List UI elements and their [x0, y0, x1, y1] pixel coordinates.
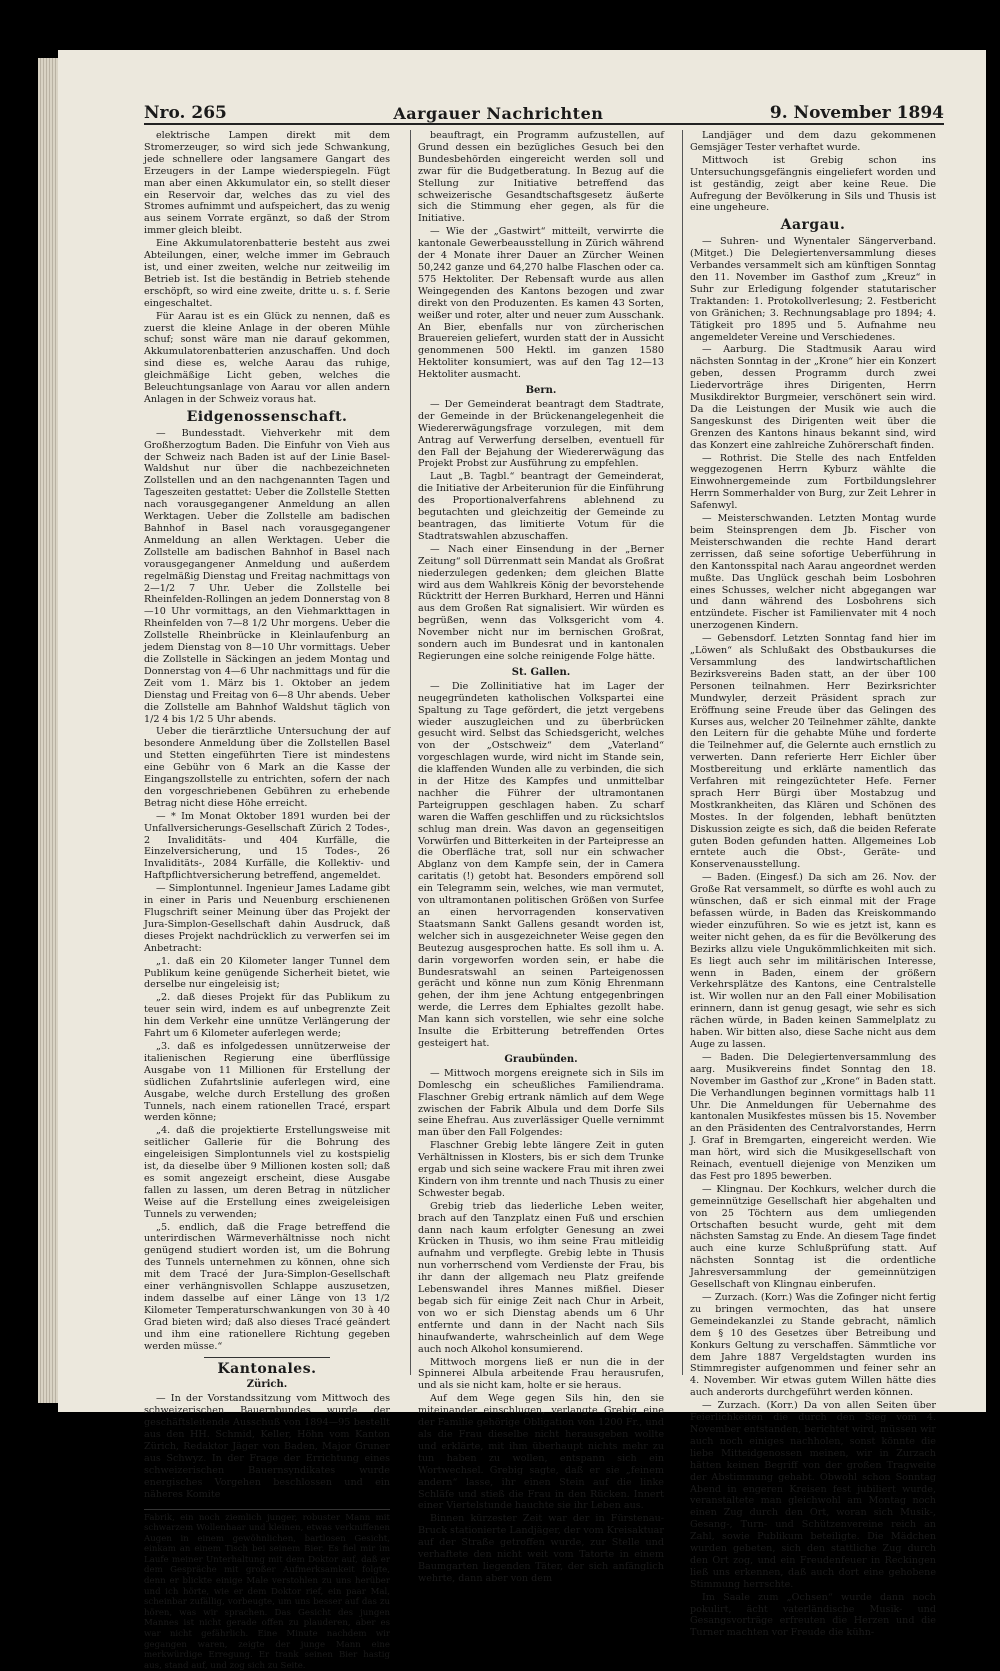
issue-number: Nro. 265 — [144, 103, 227, 123]
paragraph: „2. daß dieses Projekt für das Publikum zu teuer sein wird, indem es auf unbegrenzte Zeit hin dem Verkehr eine unnütze Verlängerung der Fahrt um 6 Kilometer auferlegen werde; — [144, 992, 390, 1040]
column-rule-2 — [682, 130, 683, 1375]
paragraph: Im Saale zum „Ochsen“ wurde dann noch pokulirt, ächt vaterländische Musik- und Gesangsvorträge erfreuten die Herzen und die Turner machten vor Freude die kühn- — [690, 1592, 936, 1640]
issue-date: 9. November 1894 — [770, 103, 944, 123]
paragraph: — Bundesstadt. Viehverkehr mit dem Großherzogtum Baden. Die Einfuhr von Vieh aus der Schweiz nach Baden ist auf der Linie Basel-Waldshut nur über die nachbezeichneten Zollstellen und an den nachgenannten Tagen und Tageszeiten gestattet: Ueber die Zollstelle Stetten nach vorausgegangener Anmeldung an allen Werktagen. Ueber die Zollstelle am badischen Bahnhof in Basel nach vorausgegangener Anmeldung an allen Werktagen. Ueber die Zollstelle am badischen Bahnhof in Basel nach vorausgegangener Anmeldung und außerdem regelmäßig Dienstag und Freitag nachmittags von 2—1/2 7 Uhr. Ueber die Zollstelle bei Rheinfelden-Rollingen an jedem Donnerstag von 8—10 Uhr vormittags, an den Viehmarkttagen in Rheinfelden von 7—8 1/2 Uhr morgens. Ueber die Zollstelle Rheinbrücke in Kleinlaufenburg an jedem Dienstag von 8—10 Uhr vormittags. Ueber die Zollstelle in Säckingen an jedem Montag und Donnerstag von 4—6 Uhr nachmittags und für die Zeit vom 1. März bis 1. Oktober an jedem Dienstag und Freitag von 6—8 Uhr abends. Ueber die Zollstelle am Bahnhof Waldshut täglich von 1/2 4 bis 1/2 5 Uhr abends. — [144, 428, 390, 726]
section-heading: Eidgenossenschaft. — [144, 412, 390, 424]
paragraph: — Aarburg. Die Stadtmusik Aarau wird nächsten Sonntag in der „Krone“ hier ein Konzert geben, dessen Programm durch zwei Liedervorträge ihres Dirigenten, Herrn Musikdirektor Burgmeier, verschönert sein wird. Da die Leistungen der Musik wie auch die Sangeskunst des Dirigenten weit über die Grenzen des Kantons hinaus bekannt sind, wird das Konzert eine zahlreiche Zuhörerschaft finden. — [690, 344, 936, 451]
paragraph: „3. daß es infolgedessen unnützerweise der italienischen Regierung eine überflüssige Ausgabe von 11 Millionen für Erstellung der südlichen Zufahrtslinie auferlegen wird, eine Ausgabe, welche durch Erstellung des großen Tunnels, nach einem rationellen Tracé, erspart werden könne; — [144, 1041, 390, 1124]
paragraph: Landjäger und dem dazu gekommenen Gemsjäger Tester verhaftet wurde. — [690, 130, 936, 154]
column-1 — [144, 130, 390, 1375]
paragraph: — Baden. Die Delegiertenversammlung des aarg. Musikvereins findet Sonntag den 18. November im Gasthof zur „Krone“ in Baden statt. Die Verhandlungen beginnen vormittags halb 11 Uhr. Die Anmeldungen für Uebernahme des kantonalen Musikfestes müssen bis 15. November an den Präsidenten des Centralvorstandes, Herrn J. Graf in Bremgarten, eingereicht werden. Wie man hört, wird sich die Musikgesellschaft von Reinach, eventuell diejenige von Menziken um das Fest pro 1895 bewerben. — [690, 1052, 936, 1183]
paragraph: elektrische Lampen direkt mit dem Stromerzeuger, so wird sich jede Schwankung, jede schnellere oder langsamere Gangart des Erzeugers in der Lampe wiederspiegeln. Fügt man aber einen Akkumulator ein, so stellt dieser ein Reservoir dar, welches das zu viel des Stromes aufnimmt und aufspeichert, das zu wenig aus seinem Vorrate ergänzt, so daß der Strom immer gleich bleibt. — [144, 130, 390, 237]
paragraph: „1. daß ein 20 Kilometer langer Tunnel dem Publikum keine genügende Sicherheit bietet, wie derselbe nur eingeleisig ist; — [144, 956, 390, 992]
column-3 — [690, 130, 936, 1375]
paragraph: — Zurzach. (Korr.) Was die Zofinger nicht fertig zu bringen vermochten, das hat unsere Gemeindekanzlei zu Stande gebracht, nämlich dem § 10 des Gesetzes über Betreibung und Konkurs Geltung zu verschaffen. Sämmtliche vor dem Jahre 1887 Vergeldstagten wurden ins Stimmregister aufgenommen und feiner sehr an 4. November. Wir etwas gutem Willen hätte dies auch anderorts durchgeführt werden können. — [690, 1292, 936, 1399]
paragraph: Auf dem Wege gegen Sils hin, den sie miteinander einschlugen, verlangte Grebig eine der Familie gehörige Obligation von 1200 Fr., und als die Frau dieselbe nicht herausgeben wollte und erklärte, mit ihm überhaupt nichts mehr zu tun haben zu wollen, entspann sich ein Wortwechsel. Grebig sagte, daß er sie „feinem andern“ lasse, ihr einen Stein auf die linke Schläfe und stieß die Frau in den Rücken. Innert einer Viertelstunde hauchte sie ihr Leben aus. — [418, 1393, 664, 1512]
paragraph: — Suhren- und Wynentaler Sängerverband. (Mitget.) Die Delegiertenversammlung dieses Verbandes versammelt sich am künftigen Sonntag den 11. November im Gasthof zum „Kreuz“ in Suhr zur Erledigung folgender statutarischer Traktanden: 1. Protokollverlesung; 2. Festbericht von Gränichen; 3. Rechnungsablage pro 1894; 4. Tätigkeit pro 1895 und 5. Aufnahme neu angemeldeter Vereine und Verschiedenes. — [690, 236, 936, 343]
paragraph: — Die Zollinitiative hat im Lager der neugegründeten katholischen Volkspartei eine Spaltung zu Tage gefördert, die jetzt vergebens wieder auszugleichen und zu überbrücken gesucht wird. Selbst das Schiedsgericht, welches von der „Ostschweiz“ dem „Vaterland“ vorgeschlagen wurde, wird nicht im Stande sein, die klaffenden Wunden alle zu verbinden, die sich in der Hitze des Kampfes und unmittelbar nachher die Führer der ultramontanen Parteigruppen geschlagen haben. Zu scharf waren die Waffen geschliffen und zu rücksichtslos schlug man drein. Was davon an gegenseitigen Vorwürfen und Bitterkeiten in der Parteipresse an die Oberfläche trat, soll nur ein schwacher Abglanz von dem Kampfe sein, der in Camera caritatis (!) getobt hat. Besonders empörend soll ein Telegramm sein, welches, wie man vermutet, von ultramontanen politischen Größen von Surfee an einen hervorragenden konservativen Staatsmann Sankt Gallens gesandt worden ist, welcher sich in ausgezeichneter Weise gegen den Beutezug ausgesprochen hatte. Es soll ihm u. A. darin vorgeworfen worden sein, er habe die Bundesratswahl an seinen Parteigenossen gerächt und könne nun zum König Ehrenmann gehen, der ihm jene Achtung entgegenbringen werde, die Lerres dem Ephialtes gezollt habe. Man kann sich vorstellen, wie sehr eine solche Insulte die Erbitterung betreffenden Ortes gesteigert hat. — [418, 681, 664, 1050]
section-heading: Aargau. — [690, 220, 936, 232]
paragraph: Eine Akkumulatorenbatterie besteht aus zwei Abteilungen, einer, welche immer im Gebrauch ist, und einer zweiten, welche nur zeitweilig im Betrieb ist. Ist die beständig in Betrieb stehende erschöpft, so wird eine zweite, dritte u. s. f. Serie eingeschaltet. — [144, 238, 390, 309]
feuilleton-text: Fabrik, ein noch ziemlich junger, robuster Mann mit schwarzem Wollenhaar und kleinen, etwas verkniffenen Augen in einem gewöhnlichen, bartlosen Gesicht, einkam an einem Tisch bei seinem Bier. Es fiel mir im Laufe meiner Unterhaltung mit dem Doktor auf, daß er dem Gespräche mit großer Aufmerksamkeit folgte, denn er blickte einige Male verstohlen zu uns herüber und ich hörte, wie er dem Doktor rief, ein paar Mal, scheinbar zufällig, vorbeugte, um uns besser auf das zu hören, was wir sprachen. Das Gesicht des jungen Mannes ist nicht gerade offen zu plauderen, aber es war nicht gefährlich. Eine Minute nachdem wir gegangen waren, zeigte der junge Mann eine merkwürdige Erregung. Er trank seinen Bier hastig aus, stand auf, und zog sich zu Seite. — [144, 1509, 390, 1671]
paragraph: — * Im Monat Oktober 1891 wurden bei der Unfallversicherungs-Gesellschaft Zürich 2 Todes-, 2 Invaliditäts- und 404 Kurfälle, die Einzelversicherung, und 15 Todes-, 26 Invaliditäts-, 2084 Kurfälle, die Kollektiv- und Haftpflichtversicherung betreffend, angemeldet. — [144, 811, 390, 882]
paragraph: „4. daß die projektierte Erstellungsweise mit seitlicher Gallerie für die Bohrung des eingeleisigen Simplontunnels viel zu kostspielig ist, da dieselbe über 9 Millionen kosten soll; daß es somit angezeigt erscheint, diese Ausgabe fallen zu lassen, um deren Betrag in nützlicher Weise auf die Erstellung eines zweigeleisigen Tunnels zu verwenden; — [144, 1125, 390, 1220]
paragraph: — Simplontunnel. Ingenieur James Ladame gibt in einer in Paris und Neuenburg erschienenen Flugschrift seiner Meinung über das Projekt der Jura-Simplon-Gesellschaft dahin Ausdruck, daß dieses Projekt nachdrücklich zu verwerfen sei im Anbetracht: — [144, 883, 390, 954]
paragraph: — Nach einer Einsendung in der „Berner Zeitung“ soll Dürrenmatt sein Mandat als Großrat niederzulegen gedenken; dem gleichen Blatte wird aus dem Wahlkreis König der bevorstehende Rücktritt der Herren Burkhard, Herren und Hänni aus dem Großen Rat signalisiert. Wir würden es begrüßen, wenn das Volksgericht vom 4. November nicht nur im bernischen Großrat, sondern auch im Bundesrat und in kantonalen Regierungen eine solche reinigende Folge hätte. — [418, 544, 664, 663]
paragraph: — Meisterschwanden. Letzten Montag wurde beim Steinsprengen dem Jb. Fischer von Meisterschwanden die rechte Hand derart zerrissen, daß seine sofortige Ueberführung in den Kantonsspital nach Aarau angeordnet werden mußte. Das Unglück geschah beim Losbohren eines Schusses, welcher nicht abgegangen war und dann während des Losbohrens sich entzündete. Fischer ist Familienvater mit 4 noch unerzogenen Kindern. — [690, 513, 936, 632]
masthead — [144, 101, 944, 125]
paragraph: — Gebensdorf. Letzten Sonntag fand hier im „Löwen“ als Schlußakt des Obstbaukurses die Versammlung des landwirtschaftlichen Bezirksvereins Baden statt, an der über 100 Personen teilnahmen. Herr Bezirksrichter Mundwyler, derzeit Präsident sprach zur Eröffnung seine Freude über das Gelingen des Kurses aus, welcher 20 Teilnehmer zählte, dankte den Leitern für die gehabte Mühe und forderte die Teilnehmer auf, die Gelernte auch ernstlich zu verwerten. Dann referierte Herr Eichler über Mostbereitung und erklärte namentlich das Verfahren mit reingezüchteter Hefe. Ferner sprach Herr Bürgi über Mostabzug und Mostkrankheiten, das Klären und Schönen des Mostes. In der folgenden, lebhaft benützten Diskussion zeigte es sich, daß die beiden Referate guten Boden gefunden hatten. Allgemeines Lob erntete auch die Obst-, Geräte- und Konservenausstellung. — [690, 633, 936, 871]
paragraph: Binnen kürzester Zeit war der in Fürstenau-Bruck stationierte Landjäger, der vom Kreisaktuar auf der Straße getroffen wurde, zur Stelle und verhaftete den nicht weit vom Tatorte in einem Baumgarten liegenden Täter, der sich anfänglich wehrte, dann aber von dem — [418, 1513, 664, 1584]
paragraph: Für Aarau ist es ein Glück zu nennen, daß es zuerst die kleine Anlage in der oberen Mühle schuf; sonst wäre man nie darauf gekommen, Akkumulatorenbatterien anzuschaffen. Und doch sind diese es, welche Aarau das ruhige, gleichmäßige Licht geben, welches die Beleuchtungsanlage von Aarau vor allen andern Anlagen in der Schweiz voraus hat. — [144, 311, 390, 406]
newspaper-title: Aargauer Nachrichten — [393, 104, 603, 123]
column-rule-1 — [410, 130, 411, 1375]
paragraph: Grebig trieb das liederliche Leben weiter, brach auf den Tanzplatz einen Fuß und erschien dann nach kaum erfolgter Genesung an zwei Krücken in Thusis, wo ihm seine Frau mitleidig aufnahm und verpflegte. Grebig lebte in Thusis nun vorherrschend vom Verdienste der Frau, bis ihr dann der allgemach neu Platz greifende Lebenswandel ihres Mannes mißfiel. Dieser begab sich für einige Zeit nach Chur in Arbeit, von wo er sich Dienstag abends um 6 Uhr entfernte und dann in der Nacht nach Sils hinaufwanderte, wahrscheinlich auf dem Wege auch noch Alkohol konsumierend. — [418, 1201, 664, 1356]
subsection-heading: St. Gallen. — [418, 667, 664, 679]
paragraph: Mittwoch morgens ließ er nun die in der Spinnerei Albula arbeitende Frau herausrufen, und als sie nicht kam, holte er sie heraus. — [418, 1357, 664, 1393]
column-2 — [418, 130, 664, 1375]
paragraph: — Der Gemeinderat beantragt dem Stadtrate, der Gemeinde in der Brückenangelegenheit die Wiedererwägungsfrage vorzulegen, mit dem Antrag auf Verwerfung derselben, eventuell für den Fall der Bejahung der Wiedererwägung das Projekt Probst zur Ausführung zu empfehlen. — [418, 399, 664, 470]
paragraph: — In der Vorstandssitzung vom Mittwoch des schweizerischen Bauernbundes wurde der geschäftsleitende Ausschuß von 1894—95 bestellt aus den HH. Schmid, Keller, Höhn vom Kanton Zürich, Redaktor Jäger von Baden, Major Gruner aus Schwyz. In der Frage der Errichtung eines schweizerischen Bauernsyndikates wurde energisches Vorgehen beschlossen und ein näheres Komite — [144, 1393, 390, 1500]
subsection-heading: Zürich. — [144, 1379, 390, 1391]
paragraph: — Mittwoch morgens ereignete sich in Sils im Domleschg ein scheußliches Familiendrama. Flaschner Grebig ertrank nämlich auf dem Wege zwischen der Fabrik Albula und dem Dorfe Sils seine Ehefrau. Aus zuverlässiger Quelle vernimmt man über den Fall Folgendes: — [418, 1068, 664, 1139]
subsection-heading: Bern. — [418, 385, 664, 397]
paragraph: — Klingnau. Der Kochkurs, welcher durch die gemeinnützige Gesellschaft hier abgehalten und von 25 Töchtern aus dem umliegenden Ortschaften besucht wurde, geht mit dem nächsten Samstag zu Ende. An diesem Tage findet auch eine kurze Schlußprüfung statt. Auf nächsten Sonntag ist die ordentliche Jahresversammlung der gemeinnützigen Gesellschaft von Klingnau einberufen. — [690, 1184, 936, 1291]
paragraph: Mittwoch ist Grebig schon ins Untersuchungsgefängnis eingeliefert worden und ist geständig, zeigt aber keine Reue. Die Aufregung der Bevölkerung in Sils und Thusis ist eine ungeheure. — [690, 155, 936, 215]
paragraph: — Baden. (Eingesf.) Da sich am 26. Nov. der Große Rat versammelt, so dürfte es wohl auch zu wünschen, daß er sich einmal mit der Frage befassen würde, in Baden das Kreiskommando wieder einzuführen. So wie es jetzt ist, kann es weiter nicht gehen, da es für die Bevölkerung des Bezirks allzu viele Ungukömmlichkeiten mit sich. Es liegt auch sehr im militärischen Interesse, wenn in Baden, einem der größern Verkehrsplätze des Kantons, eine Centralstelle ist. Wir wollen nur an den Fall einer Mobilisation erinnern, dann ist genug gesagt, wie sehr es sich rächen würde, in Baden keinen Sammelplatz zu haben. Wir bitten also, diese Sache nicht aus dem Auge zu lassen. — [690, 872, 936, 1051]
divider — [204, 1357, 330, 1358]
paragraph: Laut „B. Tagbl.“ beantragt der Gemeinderat, die Initiative der Arbeiterunion für die Einführung des Proportionalverfahrens ablehnend zu begutachten und gleichzeitig der Gemeinde zu beantragen, das limitierte Votum für die Stadtratswahlen abzuschaffen. — [418, 471, 664, 542]
paragraph: — Rothrist. Die Stelle des nach Entfelden weggezogenen Herrn Kyburz wählte die Einwohnergemeinde zum Fortbildungslehrer Herrn Sommerhalder von Burg, zur Zeit Lehrer in Safenwyl. — [690, 453, 936, 513]
paragraph: — Zurzach. (Korr.) Da von allen Seiten über Feierlichkeiten die durch den Sieg vom 4. November entstanden, berichtet wird, müssen wir auch noch einiges nachholen, sonst könnte die liebe Mitteidgenossen meinen, wir in Zurzach hätten keinen Begriff von der großen Tragweite der Abstimmung gehabt. Obwohl schon Sonntag Abend in engeren Kreisen fest jubiliert wurde, veranstaltete man gleichwohl am Montag noch einen Zug durch den Ort, woran sich Musik-, Gesang-, Turn- und Schützenvereine reich an Zahl, sowie Publikum beteiligte. Die Mädchen wurden gebeten, sich den stattliche Zug durch den Ort zog, und ein Freudenfeuer in Reckingen ließ uns erkennen, daß auch dort eine gehobene Stimmung herrschte. — [690, 1400, 936, 1591]
paragraph: Flaschner Grebig lebte längere Zeit in guten Verhältnissen in Klosters, bis er sich dem Trunke ergab und sich seine wackere Frau mit ihren zwei Kindern von ihm trennte und nach Thusis zu einer Schwester begab. — [418, 1140, 664, 1200]
subsection-heading: Graubünden. — [418, 1054, 664, 1066]
paragraph: beauftragt, ein Programm aufzustellen, auf Grund dessen ein bezügliches Gesuch bei den Bundesbehörden eingereicht werden soll und zwar für die Budgetberatung. In Bezug auf die Stellung zur Initiative betreffend das schweizerische Gesandtschaftsgesetz äußerte sich die Stimmung eher gegen, als für die Initiative. — [418, 130, 664, 225]
paragraph: — Wie der „Gastwirt“ mitteilt, verwirrte die kantonale Gewerbeausstellung in Zürich während der 4 Monate ihrer Dauer an Zürcher Weinen 50,242 ganze und 64,270 halbe Flaschen oder ca. 575 Hektoliter. Der Rebensaft wurde aus allen Weingegenden des Kantons bezogen und zwar direkt von den Produzenten. Es kamen 43 Sorten, weißer und roter, alter und neuer zum Ausschank. An Bier, ebenfalls nur von zürcherischen Brauereien geliefert, wurden statt der in Aussicht genommenen 500 Hektl. im ganzen 1580 Hektoliter konsumiert, was auf den Tag 12—13 Hektoliter ausmacht. — [418, 226, 664, 381]
section-heading: Kantonales. — [144, 1364, 390, 1376]
paragraph: Ueber die tierärztliche Untersuchung der auf besondere Anmeldung über die Zollstellen Basel und Stetten eingeführten Tiere ist mindestens eine Gebühr von 6 Mark an die Kasse der Eingangszollstelle zu entrichten, sofern der nach den vorgeschriebenen Gebühren zu erhebende Betrag nicht diese Höhe erreicht. — [144, 726, 390, 809]
paragraph: „5. endlich, daß die Frage betreffend die unterirdischen Wärmeverhältnisse noch nicht genügend studiert worden ist, um die Bohrung des Tunnels unternehmen zu können, ohne sich mit dem Tracé der Jura-Simplon-Gesellschaft einer verhängnisvollen Schlappe auszusetzen, indem dasselbe auf einer Länge von 13 1/2 Kilometer Temperaturschwankungen von 30 à 40 Grad bieten wird; daß also dieses Tracé geändert und ihm eine rationellere Richtung gegeben werden müsse.“ — [144, 1222, 390, 1353]
